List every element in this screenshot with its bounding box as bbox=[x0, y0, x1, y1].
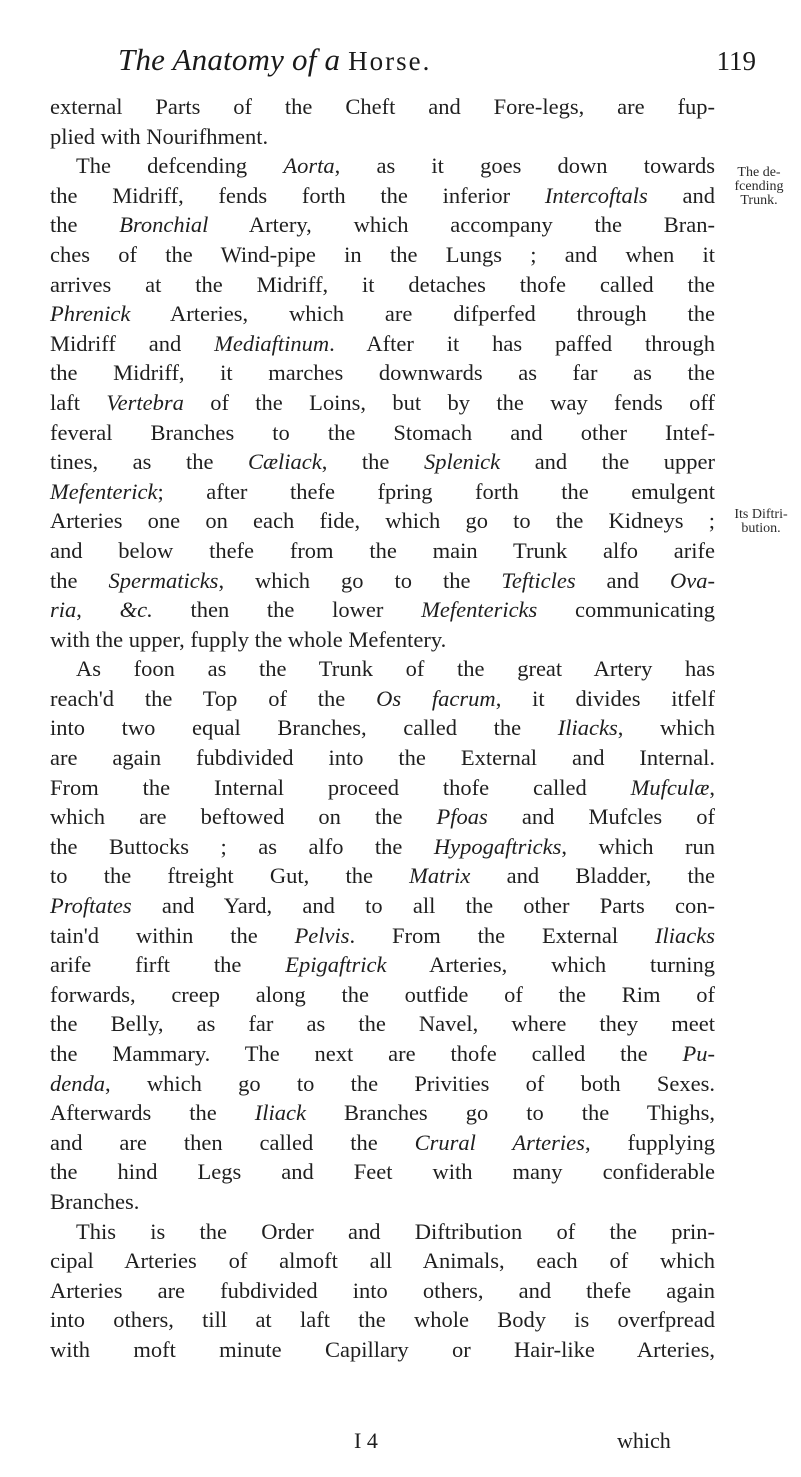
body-text bbox=[50, 92, 715, 1365]
italic-term: &c. bbox=[119, 597, 153, 623]
italic-term: Matrix bbox=[409, 863, 471, 889]
text-line bbox=[50, 358, 715, 388]
text-line bbox=[50, 151, 715, 181]
text-line bbox=[50, 536, 715, 566]
text-line bbox=[50, 832, 715, 862]
text-line bbox=[50, 1069, 715, 1099]
text-run: This is the Order and Diftribution of the prin- bbox=[76, 1218, 715, 1244]
text-line bbox=[50, 388, 715, 418]
text-line bbox=[50, 950, 715, 980]
italic-term: Crural Arteries bbox=[414, 1129, 585, 1155]
text-run: Arteries, which are difperfed through the bbox=[130, 301, 715, 327]
text-line bbox=[50, 1246, 715, 1276]
italic-term: Ova- bbox=[670, 567, 715, 593]
marginal-note-line: Its Diftri- bbox=[734, 507, 788, 522]
text-line bbox=[50, 447, 715, 477]
text-run: reach'd the Top of the bbox=[50, 685, 377, 711]
marginal-note-line: fcending bbox=[734, 179, 784, 194]
text-run: , bbox=[709, 774, 715, 800]
text-line bbox=[50, 240, 715, 270]
italic-term: Proftates bbox=[50, 893, 132, 919]
text-run: and are then called the bbox=[50, 1129, 415, 1155]
italic-term: Mefenterick bbox=[50, 478, 158, 504]
text-line bbox=[50, 625, 715, 655]
text-run: ches of the Wind-pipe in the Lungs ; and when it bbox=[50, 241, 715, 267]
text-run: , the bbox=[321, 449, 424, 475]
text-line bbox=[50, 654, 715, 684]
text-line bbox=[50, 329, 715, 359]
text-line bbox=[50, 1305, 715, 1335]
text-run: which are beftowed on the bbox=[50, 804, 437, 830]
signature-mark: I 4 bbox=[354, 1428, 378, 1453]
italic-term: Mufculæ bbox=[630, 774, 710, 800]
text-line bbox=[50, 595, 715, 625]
text-run: Afterwards the bbox=[50, 1100, 255, 1126]
text-run: As foon as the Trunk of the great Artery has bbox=[76, 656, 715, 682]
text-run: the Midriff, it marches downwards as far as the bbox=[50, 360, 715, 386]
text-run: , fupplying bbox=[584, 1129, 716, 1155]
text-line bbox=[50, 802, 715, 832]
text-run: . From the External bbox=[349, 922, 655, 948]
text-run: the bbox=[50, 212, 120, 238]
italic-term: Epigaftrick bbox=[285, 952, 387, 978]
text-run: ; after thefe fpring forth the emulgent bbox=[157, 478, 715, 504]
text-run: Arteries are fubdivided into others, and thefe again bbox=[50, 1277, 715, 1303]
text-line bbox=[50, 891, 715, 921]
text-run: and Mufcles of bbox=[487, 804, 715, 830]
text-run: and below thefe from the main Trunk alfo arife bbox=[50, 537, 715, 563]
page-footer bbox=[0, 1428, 801, 1458]
text-line bbox=[50, 92, 715, 122]
running-head-title bbox=[118, 42, 431, 78]
text-line bbox=[50, 1039, 715, 1069]
text-run: feveral Branches to the Stomach and other Intef- bbox=[50, 419, 715, 445]
italic-term: Iliacks bbox=[655, 922, 715, 948]
italic-term: denda bbox=[50, 1070, 105, 1096]
italic-term: Pelvis bbox=[294, 922, 350, 948]
text-run: , as it goes down towards bbox=[334, 153, 715, 179]
text-run: Artery, which accompany the Bran- bbox=[208, 212, 715, 238]
italic-term: Mediaftinum bbox=[214, 330, 330, 356]
text-run: with moft minute Capillary or Hair-like Arteries, bbox=[50, 1336, 715, 1362]
text-run: and bbox=[647, 182, 715, 208]
italic-term: Iliack bbox=[254, 1100, 306, 1126]
italic-term: Aorta bbox=[283, 153, 335, 179]
text-run: to the ftreight Gut, the bbox=[50, 863, 410, 889]
italic-term: Cæliack bbox=[247, 449, 322, 475]
text-line bbox=[50, 566, 715, 596]
text-run: then the lower bbox=[152, 597, 422, 623]
text-line bbox=[50, 713, 715, 743]
text-line bbox=[50, 980, 715, 1010]
text-run: the Midriff, fends forth the inferior bbox=[50, 182, 545, 208]
text-run: , which go to the Privities of both Sexes. bbox=[105, 1070, 715, 1096]
text-run: arife firft the bbox=[50, 952, 286, 978]
italic-term: Vertebra bbox=[106, 389, 184, 415]
catchword: which bbox=[617, 1428, 671, 1453]
text-line bbox=[50, 743, 715, 773]
marginal-note-line: The de- bbox=[737, 165, 781, 180]
italic-term: Splenick bbox=[423, 449, 501, 475]
italic-term: Bronchial bbox=[119, 212, 209, 238]
italic-term: Phrenick bbox=[50, 301, 131, 327]
italic-term: ria bbox=[50, 597, 77, 623]
text-run: , it divides itfelf bbox=[495, 685, 715, 711]
marginal-note-line: Trunk. bbox=[740, 193, 778, 208]
running-head-title-prefix: The Anatomy of a bbox=[118, 42, 349, 77]
text-run: communicating bbox=[537, 597, 716, 623]
text-run: cipal Arteries of almoft all Animals, each of which bbox=[50, 1248, 715, 1274]
text-run: the hind Legs and Feet with many confiderable bbox=[50, 1159, 715, 1185]
text-line bbox=[50, 270, 715, 300]
text-run: Branches go to the Thighs, bbox=[305, 1100, 715, 1126]
text-run: Branches. bbox=[50, 1188, 140, 1214]
italic-term: Tefticles bbox=[501, 567, 576, 593]
italic-term: Iliacks bbox=[557, 715, 618, 741]
text-line bbox=[50, 1217, 715, 1247]
italic-term: Pu- bbox=[682, 1041, 715, 1066]
text-run: forwards, creep along the outfide of the Rim of bbox=[50, 981, 715, 1007]
marginal-note-distribution bbox=[722, 508, 800, 536]
running-head-title-caps: Horse. bbox=[348, 46, 432, 76]
text-line bbox=[50, 122, 715, 152]
text-line bbox=[50, 1157, 715, 1187]
text-line bbox=[50, 1187, 715, 1217]
text-run: and Bladder, the bbox=[470, 863, 715, 889]
text-run: tain'd within the bbox=[50, 922, 295, 948]
text-run: of the Loins, but by the way fends off bbox=[183, 389, 715, 415]
text-line bbox=[50, 921, 715, 951]
text-run: the Buttocks ; as alfo the bbox=[50, 833, 434, 859]
text-line bbox=[50, 506, 715, 536]
text-run: , bbox=[76, 597, 120, 623]
text-line bbox=[50, 210, 715, 240]
text-run: plied with Nourifhment. bbox=[50, 123, 269, 149]
text-run: and bbox=[575, 567, 671, 593]
italic-term: Intercoftals bbox=[544, 182, 648, 208]
text-line bbox=[50, 1335, 715, 1365]
text-run: are again fubdivided into the External and Internal. bbox=[50, 745, 715, 771]
page-number: 119 bbox=[716, 46, 756, 76]
text-run: , which run bbox=[561, 833, 715, 859]
text-line bbox=[50, 684, 715, 714]
text-line bbox=[50, 861, 715, 891]
text-run: and the upper bbox=[500, 449, 715, 475]
text-run: , which go to the bbox=[218, 567, 502, 593]
text-run: . After it has paffed through bbox=[329, 330, 715, 356]
marginal-note-line: bution. bbox=[741, 521, 781, 536]
text-run: arrives at the Midriff, it detaches thofe called the bbox=[50, 271, 715, 297]
text-line bbox=[50, 1276, 715, 1306]
marginal-note-descending-trunk bbox=[722, 166, 796, 208]
text-line bbox=[50, 477, 715, 507]
text-line bbox=[50, 181, 715, 211]
italic-term: Spermaticks bbox=[108, 567, 219, 593]
text-line bbox=[50, 418, 715, 448]
text-run: The defcending bbox=[76, 153, 284, 179]
text-run: laft bbox=[50, 389, 107, 415]
text-line bbox=[50, 773, 715, 803]
text-run: Arteries, which turning bbox=[386, 952, 715, 978]
text-run: Midriff and bbox=[50, 330, 215, 356]
text-run: From the Internal proceed thofe called bbox=[50, 774, 631, 800]
text-run: tines, as the bbox=[50, 449, 248, 475]
italic-term: Pfoas bbox=[436, 804, 488, 830]
italic-term: Mefentericks bbox=[421, 597, 538, 623]
text-run: into two equal Branches, called the bbox=[50, 715, 558, 741]
text-run: the Mammary. The next are thofe called the bbox=[50, 1041, 683, 1066]
text-run: with the upper, fupply the whole Mefentery. bbox=[50, 626, 447, 652]
text-run: external Parts of the Cheft and Fore-legs, are fup- bbox=[50, 94, 715, 119]
text-run: the bbox=[50, 567, 109, 593]
text-run: , which bbox=[617, 715, 715, 741]
italic-term: Os facrum bbox=[376, 685, 496, 711]
text-line bbox=[50, 1128, 715, 1158]
italic-term: Hypogaftricks bbox=[433, 833, 562, 859]
text-run: and Yard, and to all the other Parts con- bbox=[131, 893, 715, 919]
text-run: Arteries one on each fide, which go to the Kidneys ; bbox=[50, 508, 715, 534]
text-line bbox=[50, 1009, 715, 1039]
text-line bbox=[50, 299, 715, 329]
text-run: the Belly, as far as the Navel, where they meet bbox=[50, 1011, 715, 1037]
text-run: into others, till at laft the whole Body is overfpread bbox=[50, 1307, 715, 1333]
running-head bbox=[118, 42, 758, 82]
text-line bbox=[50, 1098, 715, 1128]
